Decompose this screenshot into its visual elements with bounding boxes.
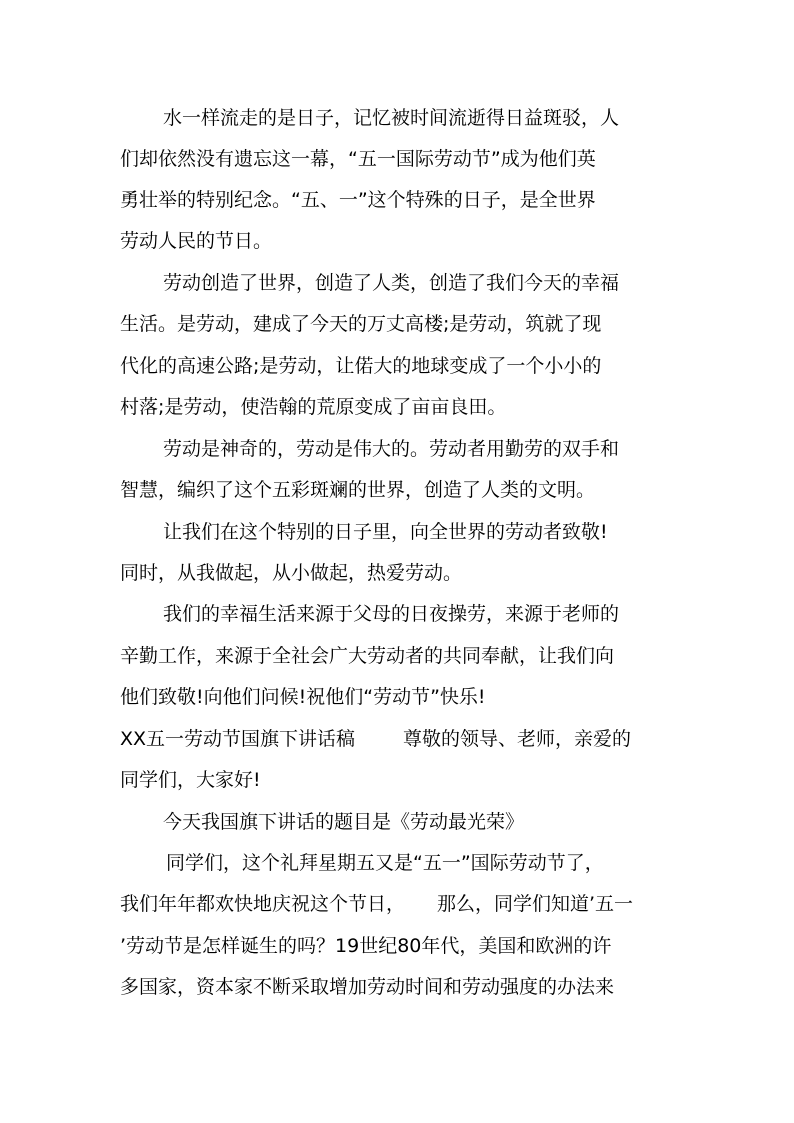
line-segment: 那么，同学们知道’五一 — [437, 893, 634, 915]
paragraph-line: 同学们，大家好! — [120, 769, 261, 791]
paragraph-line: 们却依然没有遗忘这一幕，“五一国际劳动节”成为他们英 — [120, 148, 596, 170]
paragraph-line: 劳动是神奇的，劳动是伟大的。劳动者用勤劳的双手和 — [163, 438, 620, 460]
speech-title: XX五一劳动节国旗下讲话稿 — [120, 728, 356, 750]
paragraph-line: 村落;是劳动，使浩翰的荒原变成了亩亩良田。 — [120, 396, 507, 418]
paragraph-line: ’劳动节是怎样诞生的吗？19世纪80年代，美国和欧洲的许 — [120, 935, 612, 957]
paragraph-line: 他们致敬!向他们问候!祝他们“劳动节”快乐! — [120, 686, 486, 708]
paragraph-line: 同时，从我做起，从小做起，热爱劳动。 — [120, 562, 463, 584]
paragraph-line — [120, 891, 676, 917]
paragraph-line: 劳动创造了世界，创造了人类，创造了我们今天的幸福 — [163, 272, 620, 294]
paragraph-line: 勇壮举的特别纪念。“五、一”这个特殊的日子，是全世界 — [120, 189, 596, 211]
paragraph-line: 辛勤工作，来源于全社会广大劳动者的共同奉献，让我们向 — [120, 645, 615, 667]
line-segment: 我们年年都欢快地庆祝这个节日， — [120, 893, 406, 915]
paragraph-line: 让我们在这个特别的日子里，向全世界的劳动者致敬! — [163, 521, 608, 543]
paragraph-line: 水一样流走的是日子，记忆被时间流逝得日益斑驳，人 — [163, 107, 620, 129]
paragraph-line: 多国家，资本家不断采取增加劳动时间和劳动强度的办法来 — [120, 976, 615, 998]
paragraph-line: 同学们，这个礼拜星期五又是“五一”国际劳动节了， — [166, 852, 604, 874]
paragraph-line: 代化的高速公路;是劳动，让偌大的地球变成了一个小小的 — [120, 355, 602, 377]
paragraph-line: 我们的幸福生活来源于父母的日夜操劳，来源于老师的 — [163, 603, 620, 625]
paragraph-line: 今天我国旗下讲话的题目是《劳动最光荣》 — [163, 811, 525, 833]
paragraph-line: 智慧，编织了这个五彩斑斓的世界，创造了人类的文明。 — [120, 479, 596, 501]
paragraph-line: 劳动人民的节日。 — [120, 230, 273, 252]
paragraph-line — [120, 726, 676, 752]
paragraph-line: 生活。是劳动，建成了今天的万丈高楼;是劳动，筑就了现 — [120, 313, 602, 335]
greeting-text: 尊敬的领导、老师，亲爱的 — [403, 728, 632, 750]
